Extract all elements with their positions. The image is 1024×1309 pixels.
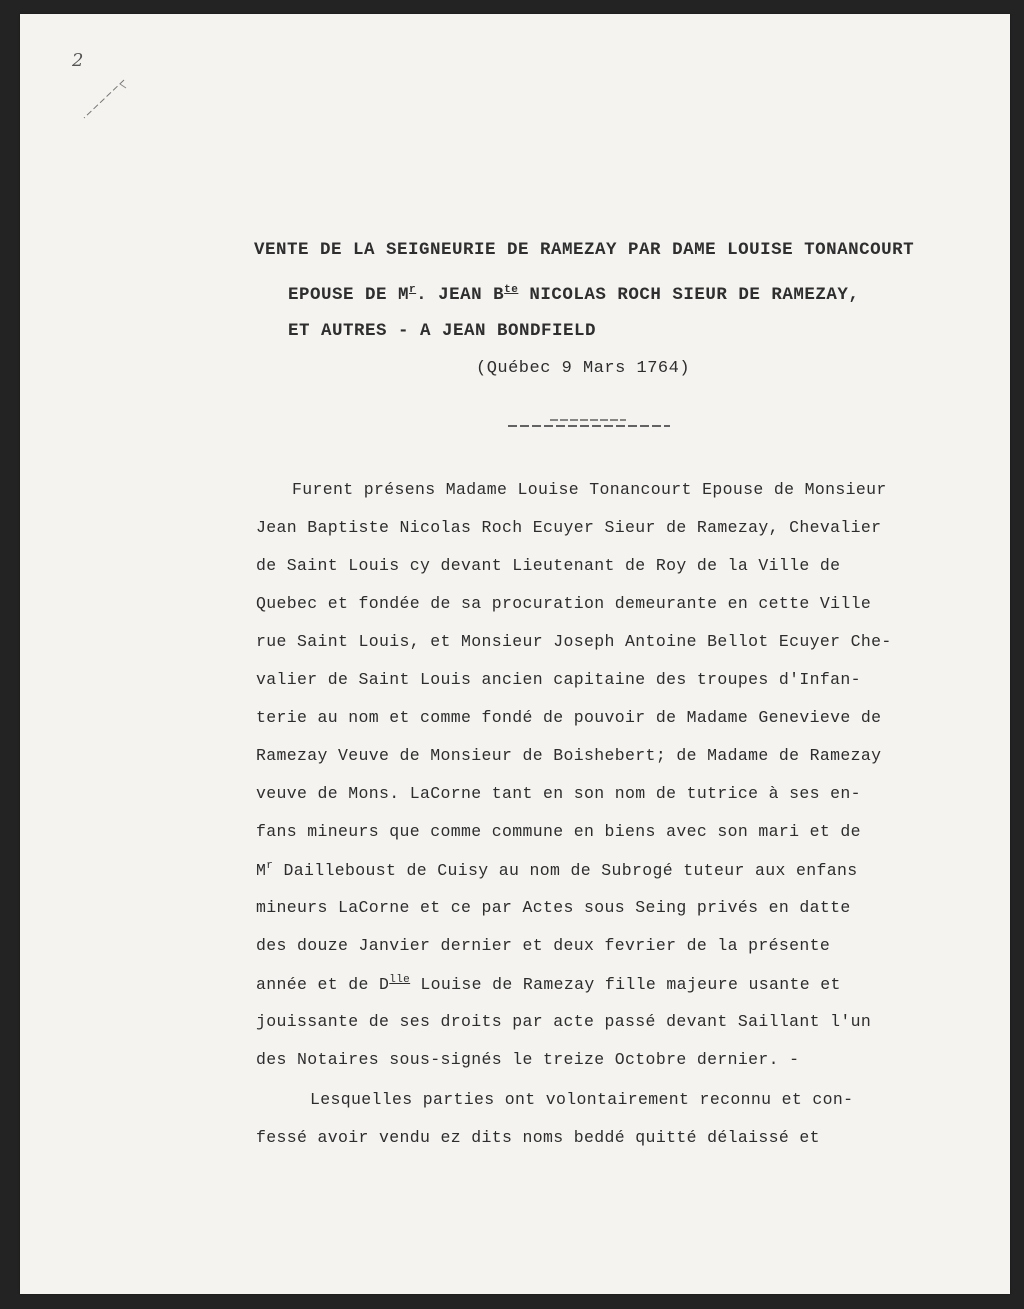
title-date: (Québec 9 Mars 1764) (476, 359, 691, 378)
document-page (20, 14, 1010, 1294)
title-line-2: EPOUSE DE $M^r$. JEAN $B^{te}$ NICOLAS ROCH SIEUR DE RAMEZAY, (288, 284, 860, 305)
handwritten-page-number: 2 (72, 50, 84, 71)
body-line: rue Saint Louis, et Monsieur Joseph Antoine Bellot Ecuyer Che- (256, 632, 892, 651)
body-line: veuve de Mons. LaCorne tant en son nom de tutrice à ses en- (256, 784, 861, 803)
body-line: des Notaires sous-signés le treize Octobre dernier. - (256, 1050, 800, 1069)
pencil-mark-icon (78, 78, 128, 122)
body-line: Furent présens Madame Louise Tonancourt Epouse de Monsieur (292, 480, 887, 499)
body-line: fessé avoir vendu ez dits noms beddé quitté délaissé et (256, 1128, 820, 1147)
body-line: $M^r$ Dailleboust de Cuisy au nom de Subrogé tuteur aux enfans (256, 860, 858, 880)
body-line: terie au nom et comme fondé de pouvoir de Madame Genevieve de (256, 708, 882, 727)
body-line: mineurs LaCorne et ce par Actes sous Seing privés en datte (256, 898, 851, 917)
body-line: fans mineurs que comme commune en biens avec son mari et de (256, 822, 861, 841)
body-line: Jean Baptiste Nicolas Roch Ecuyer Sieur de Ramezay, Chevalier (256, 518, 882, 537)
body-line: Quebec et fondée de sa procuration demeurante en cette Ville (256, 594, 872, 613)
title-line-3: ET AUTRES - A JEAN BONDFIELD (288, 321, 597, 341)
title-line-1: VENTE DE LA SEIGNEURIE DE RAMEZAY PAR DAME LOUISE TONANCOURT (254, 240, 915, 260)
body-line: Ramezay Veuve de Monsieur de Boishebert; de Madame de Ramezay (256, 746, 882, 765)
body-line: des douze Janvier dernier et deux fevrier de la présente (256, 936, 831, 955)
body-line: valier de Saint Louis ancien capitaine des troupes d'Infan- (256, 670, 861, 689)
body-line: de Saint Louis cy devant Lieutenant de Roy de la Ville de (256, 556, 841, 575)
title-divider-rule (508, 416, 670, 430)
body-line: Lesquelles parties ont volontairement reconnu et con- (310, 1090, 854, 1109)
body-line: jouissante de ses droits par acte passé devant Saillant l'un (256, 1012, 872, 1031)
body-line: année et de $D^{lle}$ Louise de Ramezay fille majeure usante et (256, 974, 841, 994)
